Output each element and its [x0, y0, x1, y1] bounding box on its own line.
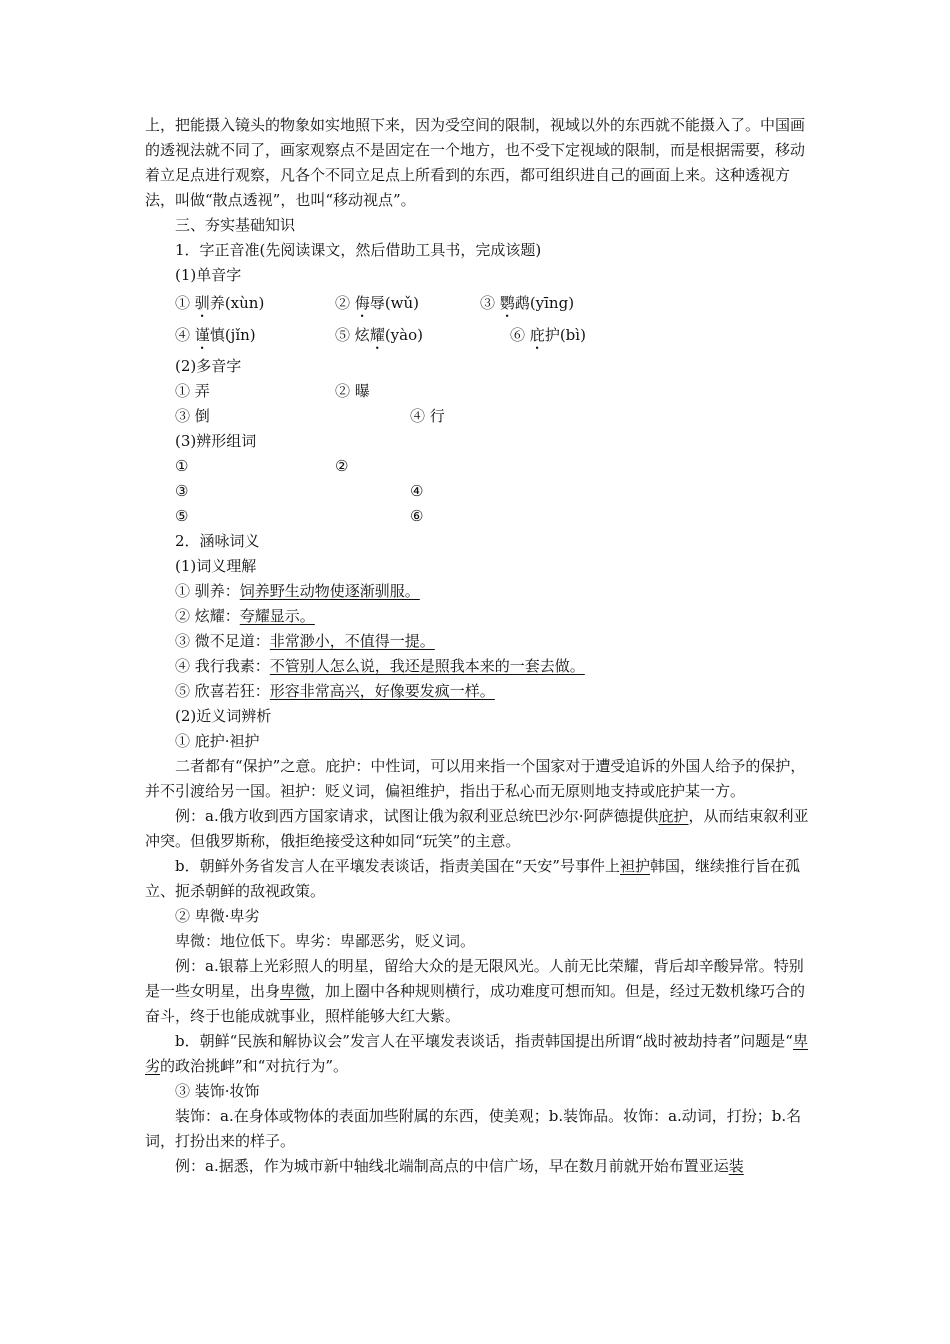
form-item: ①	[175, 457, 189, 475]
single-item: ⑤ 炫耀(yào)	[335, 326, 423, 344]
document-page	[145, 113, 810, 1179]
synonym-explanation: 二者都有“保护”之意。庇护：中性词，可以用来指一个国家对于遭受追诉的外国人给予的保护，并不引渡给另一国。袒护：贬义词，偏袒维护，指出于私心而无原则地支持或庇护某一方。	[145, 757, 806, 800]
form-row-2	[145, 479, 810, 504]
multi-title: (2)多音字	[175, 357, 242, 375]
meaning-item: ④ 我行我素：不管别人怎么说，我还是照我本来的一套去做。	[175, 657, 585, 675]
example-a: 例：a.俄方收到西方国家请求，试图让俄为叙利亚总统巴沙尔·阿萨德提供庇护，从而结束叙利亚冲突。但俄罗斯称，俄拒绝接受这种如同“玩笑”的主意。	[145, 807, 809, 850]
part1-title: 1．字正音准(先阅读课文，然后借助工具书，完成该题)	[175, 241, 542, 259]
synonym-heading: ② 卑微·卑劣	[175, 907, 260, 925]
example-b: b．朝鲜“民族和解协议会”发言人在平壤发表谈话，指责韩国提出所谓“战时被劫持者”问题是“卑劣的政治挑衅”和“对抗行为”。	[145, 1032, 808, 1075]
example-a: 例：a.据悉，作为城市新中轴线北端制高点的中信广场，早在数月前就开始布置亚运装	[175, 1157, 744, 1175]
single-item: ② 侮辱(wǔ)	[335, 294, 420, 312]
form-title: (3)辨形组词	[175, 432, 257, 450]
single-title: (1)单音字	[175, 266, 242, 284]
synonym-explanation: 卑微：地位低下。卑劣：卑鄙恶劣，贬义词。	[175, 932, 476, 950]
synonym-heading: ① 庇护·袒护	[175, 732, 260, 750]
example-a: 例：a.银幕上光彩照人的明星，留给大众的是无限风光。人前无比荣耀，背后却辛酸异常。特别是一些女明星，出身卑微，加上圈中各种规则横行，成功难度可想而知。但是，经过无数机缘巧合的奋斗，终于也能成就事业，照样能够大红大紫。	[145, 957, 806, 1025]
single-item: ① 驯养(xùn)	[175, 294, 265, 312]
meaning-item: ① 驯养：饲养野生动物使逐渐驯服。	[175, 582, 420, 600]
form-item: ⑤	[175, 507, 189, 525]
multi-item: ② 曝	[335, 382, 370, 400]
form-row-3	[145, 504, 810, 529]
multi-item: ④ 行	[410, 407, 445, 425]
synonyms-title: (2)近义词辨析	[175, 707, 272, 725]
single-item: ③ 鹦鹉(yīng)	[480, 294, 575, 312]
form-item: ⑥	[410, 507, 424, 525]
form-item: ②	[335, 457, 349, 475]
form-item: ③	[175, 482, 189, 500]
single-item: ④ 谨慎(jǐn)	[175, 326, 256, 344]
example-b: b．朝鲜外务省发言人在平壤发表谈话，指责美国在“天安”号事件上袒护韩国，继续推行旨在孤立、扼杀朝鲜的敌视政策。	[145, 857, 800, 900]
meaning-title: (1)词义理解	[175, 557, 257, 575]
multi-item: ③ 倒	[175, 407, 210, 425]
form-item: ④	[410, 482, 424, 500]
single-row-1	[145, 288, 810, 320]
meaning-item: ③ 微不足道：非常渺小，不值得一提。	[175, 632, 435, 650]
form-row-1	[145, 454, 810, 479]
multi-row-1	[145, 379, 810, 404]
part2-title: 2．涵咏词义	[175, 532, 260, 550]
meaning-item: ⑤ 欣喜若狂：形容非常高兴，好像要发疯一样。	[175, 682, 495, 700]
single-row-2	[145, 320, 810, 352]
single-item: ⑥ 庇护(bì)	[510, 326, 586, 344]
intro-paragraph: 上，把能摄入镜头的物象如实地照下来，因为受空间的限制，视域以外的东西就不能摄入了。中国画的透视法就不同了，画家观察点不是固定在一个地方，也不受下定视域的限制，而是根据需要，移动着立足点进行观察，凡各个不同立足点上所看到的东西，都可组织进自己的画面上来。这种透视方法，叫做“散点透视”，也叫“移动视点”。	[145, 116, 806, 209]
meaning-item: ② 炫耀：夸耀显示。	[175, 607, 315, 625]
multi-row-2	[145, 404, 810, 429]
multi-item: ① 弄	[175, 382, 210, 400]
section-heading: 三、夯实基础知识	[175, 216, 296, 234]
synonym-explanation: 装饰：a.在身体或物体的表面加些附属的东西，使美观；b.装饰品。妆饰：a.动词，打扮；b.名词，打扮出来的样子。	[145, 1107, 802, 1150]
synonym-heading: ③ 装饰·妆饰	[175, 1082, 260, 1100]
